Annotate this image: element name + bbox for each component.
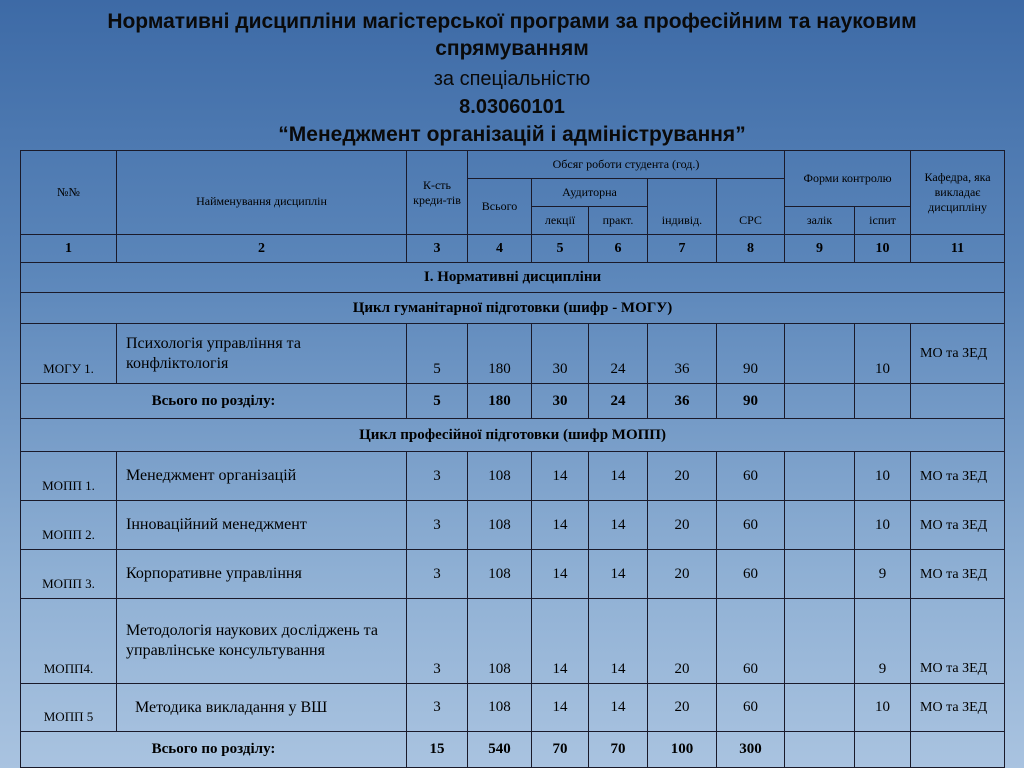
exam-cell: 10	[855, 501, 911, 550]
total-credit-test	[785, 732, 855, 768]
total-credits: 15	[407, 732, 468, 768]
total-hours-cell: 108	[468, 501, 532, 550]
credits-cell: 5	[407, 324, 468, 384]
lectures-cell: 14	[532, 452, 589, 501]
practice-cell: 24	[589, 324, 648, 384]
total-credit-test	[785, 384, 855, 419]
department-cell: МО та ЗЕД	[911, 550, 1005, 599]
srs-cell: 90	[717, 324, 785, 384]
cycle-row	[21, 419, 1005, 452]
exam-cell: 9	[855, 599, 911, 684]
header-srs: СРС	[717, 179, 785, 235]
exam-cell: 10	[855, 324, 911, 384]
header-credit-test: залік	[785, 207, 855, 235]
credits-cell: 3	[407, 452, 468, 501]
discipline-name: Інноваційний менеджмент	[117, 501, 407, 550]
col-number: 9	[785, 235, 855, 263]
section-normative-title: І. Нормативні дисципліни	[21, 263, 1005, 293]
credit-test-cell	[785, 550, 855, 599]
header-num: №№	[21, 151, 117, 235]
discipline-name: Методика викладання у ВШ	[117, 684, 407, 732]
discipline-name: Методологія наукових досліджень та управлінське консультування	[117, 599, 407, 684]
individual-cell: 20	[648, 599, 717, 684]
total-lectures: 70	[532, 732, 589, 768]
table-row	[21, 684, 1005, 732]
specialty-label: за спеціальністю	[433, 68, 591, 90]
total-srs: 300	[717, 732, 785, 768]
col-number: 2	[117, 235, 407, 263]
discipline-name: Менеджмент організацій	[117, 452, 407, 501]
table-row	[21, 452, 1005, 501]
total-hours-cell: 108	[468, 452, 532, 501]
srs-cell: 60	[717, 452, 785, 501]
section-total-label: Всього по розділу:	[21, 732, 407, 768]
credit-test-cell	[785, 324, 855, 384]
cycle-humanities-title: Цикл гуманітарної підготовки (шифр - МОГУ)	[21, 293, 1005, 324]
total-hours-cell: 108	[468, 550, 532, 599]
table-row	[21, 501, 1005, 550]
lectures-cell: 14	[532, 599, 589, 684]
total-srs: 90	[717, 384, 785, 419]
credit-test-cell	[785, 452, 855, 501]
lectures-cell: 14	[532, 501, 589, 550]
credit-test-cell	[785, 501, 855, 550]
exam-cell: 9	[855, 550, 911, 599]
section-row	[21, 263, 1005, 293]
total-individual: 36	[648, 384, 717, 419]
total-individual: 100	[648, 732, 717, 768]
department-cell: МО та ЗЕД	[911, 684, 1005, 732]
discipline-code: МОПП 5	[21, 684, 117, 732]
header-workload: Обсяг роботи студента (год.)	[468, 151, 785, 179]
specialty-code: 8.03060101	[459, 96, 565, 118]
col-number: 5	[532, 235, 589, 263]
col-number: 1	[21, 235, 117, 263]
total-hours: 540	[468, 732, 532, 768]
slide-header	[0, 0, 1024, 150]
individual-cell: 20	[648, 550, 717, 599]
column-numbers-row	[21, 235, 1005, 263]
header-auditorium: Аудиторна	[532, 179, 648, 207]
col-number: 11	[911, 235, 1005, 263]
col-number: 7	[648, 235, 717, 263]
discipline-code: МОПП 2.	[21, 501, 117, 550]
header-control-forms: Форми контролю	[785, 151, 911, 207]
department-cell: МО та ЗЕД	[911, 452, 1005, 501]
credit-test-cell	[785, 684, 855, 732]
lectures-cell: 14	[532, 684, 589, 732]
credits-cell: 3	[407, 684, 468, 732]
lectures-cell: 30	[532, 324, 589, 384]
disciplines-table	[20, 150, 1005, 768]
practice-cell: 14	[589, 684, 648, 732]
col-number: 10	[855, 235, 911, 263]
credits-cell: 3	[407, 550, 468, 599]
header-name: Найменування дисциплін	[117, 151, 407, 235]
total-exam	[855, 732, 911, 768]
srs-cell: 60	[717, 501, 785, 550]
srs-cell: 60	[717, 599, 785, 684]
title-line-1: Нормативні дисципліни магістерської програми за професійним та науковим	[107, 10, 917, 33]
section-total-label: Всього по розділу:	[21, 384, 407, 419]
total-exam	[855, 384, 911, 419]
header-total: Всього	[468, 179, 532, 235]
section-total-row	[21, 384, 1005, 419]
title-line-2: спрямуванням	[435, 37, 589, 60]
discipline-code: МОГУ 1.	[21, 324, 117, 384]
exam-cell: 10	[855, 452, 911, 501]
col-number: 4	[468, 235, 532, 263]
individual-cell: 20	[648, 452, 717, 501]
practice-cell: 14	[589, 599, 648, 684]
total-hours-cell: 108	[468, 684, 532, 732]
cycle-row	[21, 293, 1005, 324]
header-lectures: лекції	[532, 207, 589, 235]
srs-cell: 60	[717, 684, 785, 732]
credits-cell: 3	[407, 501, 468, 550]
total-practice: 70	[589, 732, 648, 768]
total-lectures: 30	[532, 384, 589, 419]
total-hours-cell: 108	[468, 599, 532, 684]
individual-cell: 20	[648, 684, 717, 732]
practice-cell: 14	[589, 452, 648, 501]
total-hours: 180	[468, 384, 532, 419]
section-total-row	[21, 732, 1005, 768]
header-row-1	[21, 151, 1005, 179]
discipline-name: Корпоративне управління	[117, 550, 407, 599]
total-department	[911, 384, 1005, 419]
header-individual: індивід.	[648, 179, 717, 235]
individual-cell: 36	[648, 324, 717, 384]
total-practice: 24	[589, 384, 648, 419]
col-number: 8	[717, 235, 785, 263]
individual-cell: 20	[648, 501, 717, 550]
lectures-cell: 14	[532, 550, 589, 599]
discipline-code: МОПП4.	[21, 599, 117, 684]
credit-test-cell	[785, 599, 855, 684]
credits-cell: 3	[407, 599, 468, 684]
table-row	[21, 599, 1005, 684]
srs-cell: 60	[717, 550, 785, 599]
table-row	[21, 550, 1005, 599]
table-row	[21, 324, 1005, 384]
department-cell: МО та ЗЕД	[911, 324, 1005, 384]
header-credits: К-сть креди-тів	[407, 151, 468, 235]
col-number: 6	[589, 235, 648, 263]
discipline-code: МОПП 3.	[21, 550, 117, 599]
col-number: 3	[407, 235, 468, 263]
header-exam: іспит	[855, 207, 911, 235]
department-cell: МО та ЗЕД	[911, 501, 1005, 550]
total-credits: 5	[407, 384, 468, 419]
discipline-name: Психологія управління та конфліктологія	[117, 324, 407, 384]
exam-cell: 10	[855, 684, 911, 732]
cycle-professional-title: Цикл професійної підготовки (шифр МОПП)	[21, 419, 1005, 452]
practice-cell: 14	[589, 550, 648, 599]
header-department: Кафедра, яка викладає дисципліну	[911, 151, 1005, 235]
department-cell: МО та ЗЕД	[911, 599, 1005, 684]
discipline-code: МОПП 1.	[21, 452, 117, 501]
practice-cell: 14	[589, 501, 648, 550]
header-practice: практ.	[589, 207, 648, 235]
program-name: “Менеджмент організацій і адміністрування”	[278, 123, 746, 146]
total-department	[911, 732, 1005, 768]
total-hours-cell: 180	[468, 324, 532, 384]
